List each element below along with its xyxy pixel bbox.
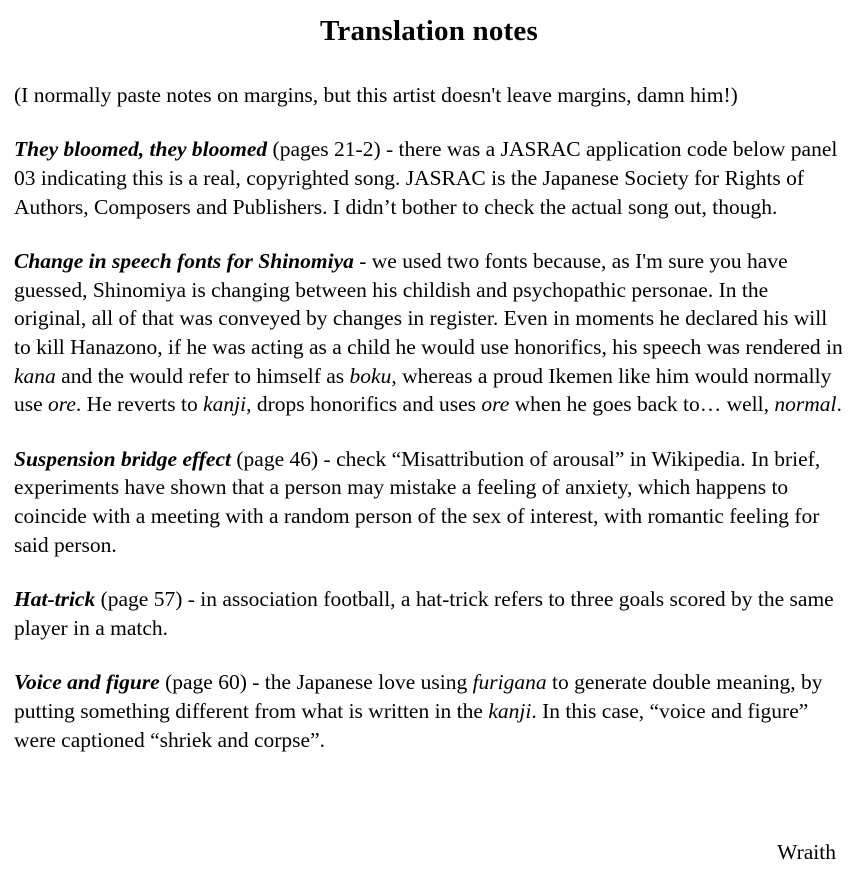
note-emphasis: kanji [203, 392, 247, 417]
note-paragraph [14, 585, 844, 642]
note-paragraph [14, 135, 844, 221]
note-paragraph [14, 445, 844, 559]
note-emphasis: kanji [488, 698, 532, 723]
note-term: Change in speech fonts for Shinomiya [14, 249, 354, 274]
note-paragraph [14, 247, 844, 419]
note-emphasis: furigana [472, 670, 547, 695]
note-text: . [836, 392, 842, 417]
note-text: and the would refer to himself as [55, 363, 350, 388]
note-emphasis: kana [14, 363, 56, 388]
note-emphasis: boku [349, 363, 392, 388]
note-text: . He reverts to [75, 392, 204, 417]
note-paragraph [14, 668, 844, 754]
page-title: Translation notes [320, 15, 538, 47]
note-term: Suspension bridge effect [14, 446, 231, 471]
note-emphasis: normal [774, 392, 837, 417]
note-emphasis: ore [48, 392, 76, 417]
note-text: , drops honorifics and uses [246, 392, 482, 417]
note-emphasis: ore [481, 392, 510, 417]
note-term: Voice and figure [14, 670, 160, 695]
note-text: (page 46) - check “Misattribution of arousal” in Wikipedia. In brief, experiments have shown that a person may mistake a feeling of anxiety, which happens to coincide with a meeting with a random person of the sex of interest, with romantic feeling for said person. [14, 446, 821, 557]
note-text: (page 57) - in association football, a hat-trick refers to three goals scored by the same player in a match. [14, 587, 834, 640]
note-text: to generate double meaning, by putting something different from what is written in the [14, 670, 823, 723]
note-text: , whereas a proud Ikemen like him would normally use [14, 363, 832, 417]
note-text: - we used two fonts because, as I'm sure you have guessed, Shinomiya is changing between his childish and psychopathic personae. In the original, all of that was conveyed by changes in register. Even in moments he declared his will to kill Hanazono, if he was acting as a child he would use honorifics, his speech was rendered in [14, 249, 843, 359]
note-text: (page 60) - the Japanese love using [159, 670, 473, 695]
note-term: Hat-trick [14, 587, 96, 612]
notes-list [14, 135, 844, 754]
intro-paragraph: (I normally paste notes on margins, but this artist doesn't leave margins, damn him!) [14, 82, 738, 107]
note-text: (pages 21-2) - there was a JASRAC application code below panel 03 indicating this is a real, copyrighted song. JASRAC is the Japanese Society for Rights of Authors, Composers and Publishers. I didn’t bother to check the actual song out, though. [14, 137, 838, 219]
note-text: when he goes back to… well, [509, 392, 775, 417]
signature: Wraith [777, 840, 836, 865]
note-term: They bloomed, they bloomed [14, 137, 268, 162]
note-text: . In this case, “voice and figure” were captioned “shriek and corpse”. [14, 698, 809, 752]
